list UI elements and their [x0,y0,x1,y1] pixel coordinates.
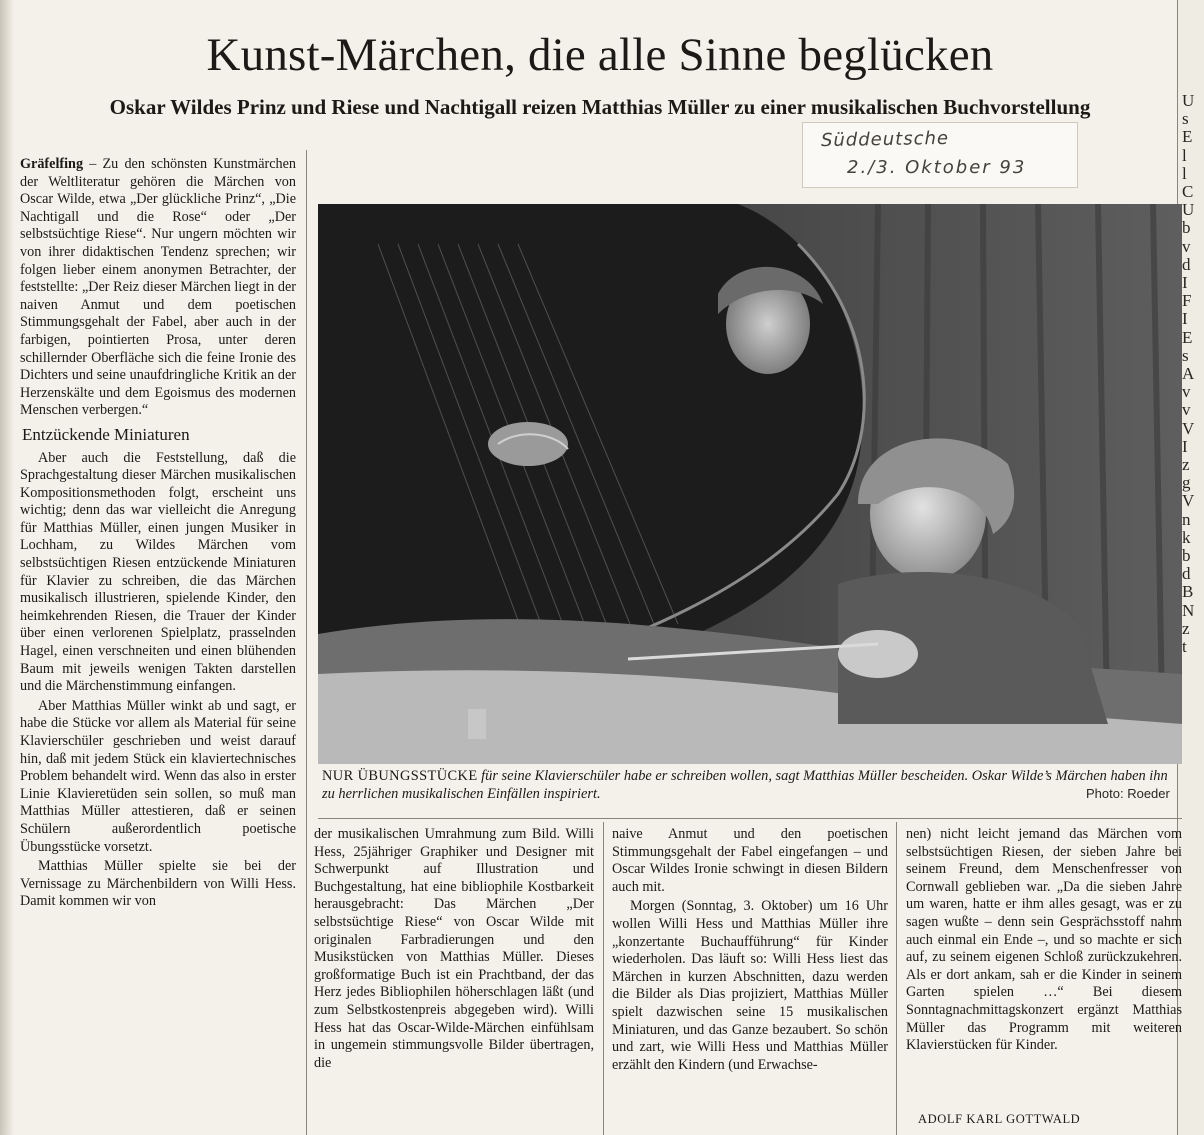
column1-paragraph-2: Aber auch die Feststellung, daß die Sprachgestaltung dieser Märchen musikalischen Kompositionsmethoden folgt, erscheint uns wichtig; denn das war vielleicht die Anregung für Matthias Müller, einen jungen Musiker in Lochham, zu Wildes Märchen vom selbstsüchtigen Riesen entzückende Miniaturen für Klavier zu schreiben, die das Märchen musikalisch illustrieren, spielende Kinder, den heimkehrenden Riesen, die Trauer der Kinder über einen verlorenen Spielplatz, prasselnden Hagel, einen verschneiten und einen blühenden Baum mit jeweils wenigen Takten darstellen und die Märchenstimmung einfangen. [20,449,296,695]
scan-left-edge [0,0,14,1135]
photo-caption [322,767,1182,803]
caption-rule [318,818,1182,819]
caption-lead: NUR ÜBUNGSSTÜCKE [322,768,478,784]
column-rule-2 [603,822,604,1135]
caption-body: für seine Klavierschüler habe er schreiben wollen, sagt Matthias Müller bescheiden. Oskar Wilde’s Märchen haben ihn zu herrlichen musikalischen Einfällen inspiriert. [322,768,1168,802]
dateline: Gräfelfing [20,156,84,172]
headline: Kunst-Märchen, die alle Sinne beglücken [206,29,994,81]
article-column-4 [906,826,1182,1112]
column3-paragraph-1: naive Anmut und den poetischen Stimmungsgehalt der Fabel eingefangen – und Oscar Wildes Ironie schwingt in diesen Bildern auch mit. [612,826,888,895]
handwritten-note-line2: 2./3. Oktober 93 [847,157,1027,178]
subheadline: Oskar Wildes Prinz und Riese und Nachtigall reizen Matthias Müller zu einer musikalischen Buchvorstellung [109,95,1091,119]
photo-illustration [318,204,1182,764]
column1-paragraph-4: Matthias Müller spielte sie bei der Vernissage zu Märchenbildern von Willi Hess. Damit kommen wir von [20,858,296,910]
author-byline: ADOLF KARL GOTTWALD [918,1112,1081,1126]
neighbor-column-fragments: U s E l l C U b v d I F I E s A v v V I z g V n k b d B N z t [1182,91,1195,657]
handwritten-note-line1: Süddeutsche [820,127,950,152]
photo-credit: Photo: Roeder [1086,786,1170,801]
column1-paragraph-1: – Zu den schönsten Kunstmärchen der Weltliteratur gehören die Märchen von Oscar Wilde, etwa „Der glückliche Prinz“, „Die Nachtigall und die Rose“ oder „Der selbstsüchtige Riese“. Nur ungern möchten wir von ihrer didaktischen Tendenz sprechen; wir folgen lieber einem anonymen Betrachter, der feststellte: „Der Reiz dieser Märchen liegt in der naiven Anmut und dem poetischen Stimmungsgehalt der Fabel, aber auch in der farbigen, pointierten Prosa, unter deren schillernder Oberfläche sich die feine Ironie des Dichters und seine unaufdringliche Kritik an der Herzenskälte und dem Egoismus des modernen Menschen verbergen.“ [20,156,296,419]
column1-paragraph-3: Aber Matthias Müller winkt ab und sagt, er habe die Stücke vor allem als Material für seine Klavierschüler geschrieben und weist darauf hin, daß mit jedem Stück ein klaviertechnisches Problem behandelt wird. Wenn das also in erster Linie Klavieretüden sein sollen, so muß man Matthias Müller attestieren, daß er seinen Schülern außerordentlich poetische Übungsstücke vorsetzt. [20,697,296,855]
article-photo [318,204,1182,764]
handwritten-note [802,122,1078,188]
column2-paragraph-1: der musikalischen Umrahmung zum Bild. Willi Hess, 25jähriger Graphiker und Designer mit Schwerpunkt auf Illustration und Buchgestaltung, hat eine bibliophile Kostbarkeit herausgebracht: Das Märchen „Der selbstsüchtige Riese“ von Oscar Wilde mit originalen Farbradierungen und den Musikstücken von Matthias Müller. Dieses großformatige Buch ist ein Prachtband, der das Herz jedes Bibliophilen höherschlagen läßt (und zum Selbstkostenpreis abgegeben wird). Willi Hess hat das Oscar-Wilde-Märchen einfühlsam in ungemein stimmungsvolle Bilder übertragen, die [314,826,594,1071]
article-column-2 [314,826,594,1135]
column-rule-1 [306,150,307,1135]
column4-paragraph-1: nen) nicht leicht jemand das Märchen vom selbstsüchtigen Riesen, der sieben Jahre bei seinem Freund, dem Menschenfresser von Cornwall geblieben war. „Da die sieben Jahre um waren, hatte er ihm alles gesagt, was er zu sagen wußte – denn sein Gesprächsstoff nahm auch einmal ein Ende –, und so machte er sich auf, zu seinem eigenen Schloß zurückzukehren. Als er dort ankam, sah er die Kinder in seinem Garten spielen …“ Bei diesem Sonntagnachmittagskonzert ergänzt Matthias Müller das Programm mit weiteren Klavierstücken für Kinder. [906,826,1182,1054]
column3-paragraph-2: Morgen (Sonntag, 3. Oktober) um 16 Uhr wollen Willi Hess und Matthias Müller ihre „konzertante Buchaufführung“ für Kinder wiederholen. Das läuft so: Willi Hess liest das Märchen in kurzen Abschnitten, dazu werden die Bilder als Dias projiziert, Matthias Müller spielt dazwischen seine 15 musikalischen Miniaturen, und das Ganze bezaubert. So schön und zart, wie Willi Hess und Matthias Müller erzählt den Kindern (und Erwachse- [612,898,888,1073]
article-column-1 [20,156,296,1135]
column-rule-3 [896,822,897,1135]
article-column-3 [612,826,888,1135]
subhead-miniaturen: Entzückende Miniaturen [22,424,190,444]
